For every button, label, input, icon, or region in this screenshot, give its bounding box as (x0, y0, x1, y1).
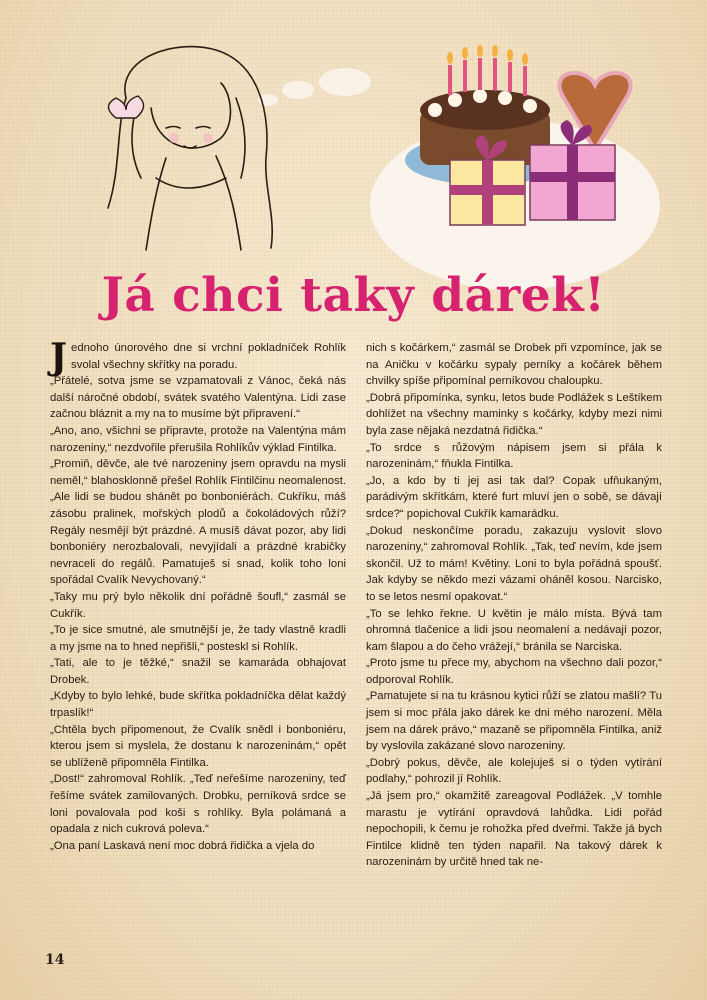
paragraph (50, 336, 346, 378)
cake-and-gifts-illustration (395, 40, 655, 250)
paragraph: „To je sice smutné, ale smutnější je, že tady vlastně kradli a my jsme na to hned nepřišli,“ posteskl si Rohlík. (50, 624, 346, 653)
paragraph: „Dobrý pokus, děvče, ale kolejuješ si o týden vytírání podlahy,“ pohrozil jí Rohlík. (366, 756, 662, 786)
paragraph: „Pamatujete si na tu krásnou kytici růží se zlatou mašlí? Tu jsem si moc přála jako dárek ke dni mého narození. Měla jsem na dárek právo,“ mazaně se připomněla Fintilka, aniž by vyslovila zakázané slovo narozeniny. (366, 690, 662, 753)
paragraph: „Dobrá připomínka, synku, letos bude Podlážek s Leštíkem dohlížet na všechny maminky s kočárky, kdyby mezi nimi byla zase nějaká nezdatná řidička.“ (366, 391, 662, 437)
article-column-right (366, 340, 662, 871)
paragraph: „Přátelé, sotva jsme se vzpamatovali z Vánoc, čeká nás další náročné období, svátek svatého Valentýna. Lidi zase začnou bláznit a my na to musíme být připravení.“ (50, 375, 346, 421)
paragraph: „Kdyby to bylo lehké, bude skřítka pokladníčka dělat každý trpaslík!“ (50, 690, 346, 720)
paragraph: „Proto jsme tu přece my, abychom na všechno dali pozor,“ odporoval Rohlík. (366, 657, 662, 686)
article-title: Já chci taky dárek! (101, 268, 606, 323)
drop-cap: J (50, 336, 68, 378)
paragraph: „Taky mu prý bylo několik dní pořádně šoufl,“ zasmál se Cukřík. (50, 590, 346, 620)
paragraph: „Dost!“ zahromoval Rohlík. „Teď neřešíme narozeniny, teď řešíme svátek zamilovaných. Drobku, perníková srdce se loni povalovala pod koši s rohlíky. Byla polámaná a opadala z nich cukrová poleva.“ (50, 773, 346, 836)
page-number: 14 (45, 952, 65, 968)
paragraph: „Ano, ano, všichni se připravte, protože na Valentýna mám narozeniny,“ nezdvořile přerušila Rohlíkův výklad Fintilka. (50, 424, 346, 454)
sad-girl-illustration (96, 38, 286, 253)
paragraph: „To srdce s růžovým nápisem jsem si přála k narozeninám,“ fňukla Fintilka. (366, 441, 662, 471)
paragraph: „Jo, a kdo by ti jej asi tak dal? Copak ufňukaným, parádivým skřítkám, které furt mluví jen o sobě, se dávají srdce?“ popichoval Cukřík kamarádku. (366, 474, 662, 520)
paragraph: „Dokud neskončíme poradu, zakazuju vyslovit slovo narozeniny,“ zahromoval Rohlík. „Tak, teď nevím, kde jsem skončil. Už to mám! Květiny. Loni to byla pořádná spoušť. Jak kdyby se někdo mezi vázami oháněl kosou. Narcisko, to se letos nesmí opakovat.“ (366, 524, 662, 603)
paragraph: „Tati, ale to je těžké,“ snažil se kamaráda obhajovat Drobek. (50, 657, 346, 686)
paragraph: „Promiň, děvče, ale tvé narozeniny jsem opravdu na mysli neměl,“ blahosklonně přešel Rohlík Fintilčinu neomalenost. „Ale lidi se budou shánět po bonboniérách. Cukříku, máš zásobu pralinek, mořských plodů a čokoládových růží? Regály nesmějí být prázdné. A musíš dávat pozor, aby lidi bonboniéry nerozbalovali, nevyjídali a prázdné krabičky nevraceli do regálů. Pamatuješ si snad, kolik toho loni spořádal Cvalík Nevychovaný.“ (50, 458, 346, 587)
paragraph: „Chtěla bych připomenout, že Cvalík snědl i bonboniéru, kterou jsem si myslela, že dostanu k narozeninám,“ opět se ublíženě připomněla Fintilka. (50, 723, 346, 769)
paragraph-text: ednoho únorového dne si vrchní pokladníček Rohlík svolal všechny skřítky na poradu. (71, 342, 346, 371)
paragraph: nich s kočárkem,“ zasmál se Drobek při vzpomínce, jak se na Aničku v kočárku sypaly perníky a kočárek během chvilky spíše připomínal perníkovou chaloupku. (366, 342, 662, 388)
paragraph: „Ona paní Laskavá není moc dobrá řidička a vjela do (50, 839, 315, 852)
paragraph: „To se lehko řekne. U květin je málo místa. Bývá tam ohromná tlačenice a lidi jsou neomalení a nedávají pozor, kam šlapou a do čeho vrážejí,“ bránila se Narciska. (366, 607, 662, 653)
paragraph: „Já jsem pro,“ okamžitě zareagoval Podlážek. „V tomhle marastu je vytírání opravdová lahůdka. Lidi pořád nepochopili, k čemu je rohožka před dveřmi. Takže já bych Fintilce klidně ten týden napařil. Na takový dárek k narozeninám by určitě hned tak ne- (366, 790, 662, 869)
article-column-left (50, 336, 346, 854)
